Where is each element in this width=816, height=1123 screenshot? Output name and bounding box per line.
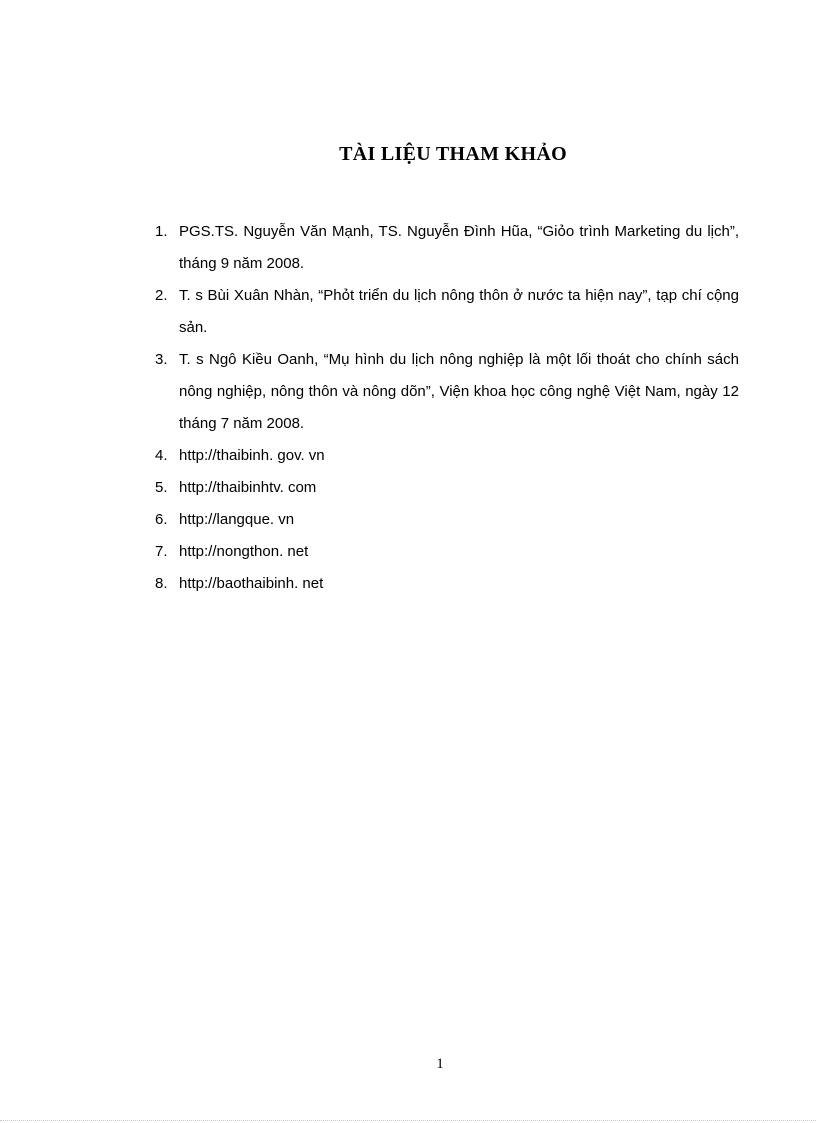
reference-number: 8. bbox=[155, 575, 168, 592]
reference-item-7 bbox=[155, 536, 739, 568]
reference-number: 6. bbox=[155, 511, 168, 528]
reference-text: PGS.TS. Nguyễn Văn Mạnh, TS. Nguyễn Đình Hũa, “Giỏo trình Marketing du lịch”, tháng 9 năm 2008. bbox=[179, 223, 739, 272]
reference-item-4 bbox=[155, 440, 739, 472]
reference-item-8 bbox=[155, 568, 739, 600]
reference-text: T. s Bùi Xuân Nhàn, “Phỏt triển du lịch nông thôn ở nước ta hiện nay”, tạp chí cộng sản. bbox=[179, 287, 739, 336]
reference-number: 2. bbox=[155, 287, 168, 304]
reference-link[interactable]: http://thaibinh. gov. vn bbox=[179, 447, 325, 464]
reference-item-1 bbox=[155, 216, 739, 280]
reference-link[interactable]: http://langque. vn bbox=[179, 511, 295, 528]
page-bottom-divider bbox=[0, 1120, 816, 1121]
reference-number: 4. bbox=[155, 447, 168, 464]
page-title: TÀI LIỆU THAM KHẢO bbox=[339, 143, 567, 165]
reference-item-3 bbox=[155, 344, 739, 440]
reference-link[interactable]: http://nongthon. net bbox=[179, 543, 309, 560]
reference-link[interactable]: http://baothaibinh. net bbox=[179, 575, 324, 592]
reference-item-6 bbox=[155, 504, 739, 536]
reference-list bbox=[155, 216, 739, 600]
reference-text: T. s Ngô Kiều Oanh, “Mụ hình du lịch nông nghiệp là một lối thoát cho chính sách nông nghiệp, nông thôn và nông dõn”, Viện khoa học công nghệ Việt Nam, ngày 12 tháng 7 năm 2008. bbox=[179, 351, 739, 432]
page-number: 1 bbox=[436, 1056, 444, 1072]
reference-item-2 bbox=[155, 280, 739, 344]
reference-number: 1. bbox=[155, 223, 168, 240]
reference-number: 3. bbox=[155, 351, 168, 368]
reference-item-5 bbox=[155, 472, 739, 504]
reference-link[interactable]: http://thaibinhtv. com bbox=[179, 479, 317, 496]
reference-number: 5. bbox=[155, 479, 168, 496]
reference-number: 7. bbox=[155, 543, 168, 560]
